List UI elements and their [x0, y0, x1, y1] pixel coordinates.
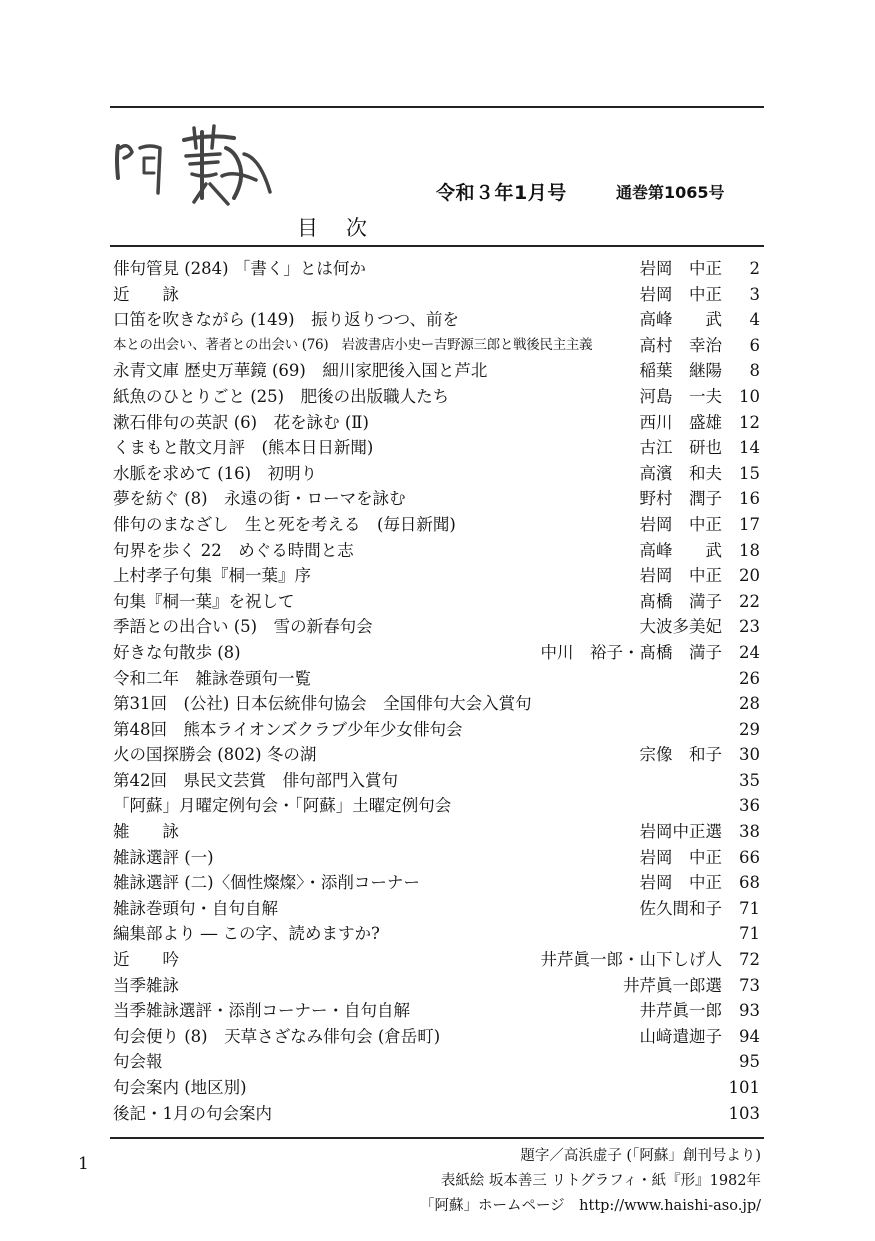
toc-entry-title: 近 吟 — [113, 950, 179, 970]
toc-entry — [110, 998, 760, 1024]
toc-entry — [110, 282, 760, 308]
toc-entry-title: 第42回 県民文芸賞 俳句部門入賞句 — [113, 770, 398, 790]
toc-entry — [110, 461, 760, 487]
toc-entry-title: 当季雑詠選評・添削コーナー・自句自解 — [113, 1001, 410, 1021]
toc-entry-title: 好きな句散歩 (8) — [113, 642, 241, 662]
toc-entry-title: 句会案内 (地区別) — [113, 1078, 247, 1097]
top-rule — [110, 106, 764, 108]
toc-entry — [110, 691, 760, 717]
issue-date: 令和３年1月号 — [436, 182, 567, 204]
toc-entry-author: 河島 一夫 — [639, 386, 722, 406]
toc-entry-title: くまもと散文月評 (熊本日日新聞) — [113, 438, 374, 458]
toc-entry-title: 句界を歩く 22 めぐる時間と志 — [113, 540, 354, 560]
toc-entry-title: 季語との出合い (5) 雪の新春句会 — [113, 617, 373, 637]
toc-entry — [110, 589, 760, 615]
toc-entry — [110, 870, 760, 896]
toc-entry — [110, 717, 760, 743]
toc-entry-author: 井芹眞一郎 — [639, 1001, 722, 1021]
toc-entry-title: 後記・1月の句会案内 — [113, 1103, 272, 1123]
toc-entry-page: 4 — [749, 310, 760, 330]
toc-entry-author: 高濱 和夫 — [639, 463, 722, 483]
toc-entry-page: 2 — [749, 259, 760, 278]
toc-entry-title: 句会報 — [113, 1052, 163, 1072]
contents-heading: 目次 — [297, 216, 395, 240]
toc-entry — [110, 742, 760, 768]
toc-entry-title: 漱石俳句の英訳 (6) 花を詠む (Ⅱ) — [113, 412, 369, 432]
toc-entry-page: 6 — [749, 335, 760, 355]
toc-entry-title: 本との出会い、著者との出会い (76) 岩波書店小史ー吉野源三郎と戦後民主主義 — [113, 336, 593, 353]
toc-entry-title: 第48回 熊本ライオンズクラブ少年少女俳句会 — [113, 719, 463, 739]
toc-entry — [110, 896, 760, 922]
toc-entry-page: 10 — [739, 386, 760, 406]
toc-entry-page: 24 — [739, 642, 760, 662]
toc-entry-author: 岩岡 中正 — [639, 566, 722, 586]
toc-entry-title: 永青文庫 歴史万華鏡 (69) 細川家肥後入国と芦北 — [113, 361, 488, 381]
toc-entry-page: 26 — [739, 668, 760, 688]
toc-entry-page: 20 — [739, 566, 760, 586]
toc-entry-page: 15 — [739, 463, 760, 483]
toc-entry — [110, 973, 760, 999]
toc-entry-page: 71 — [739, 898, 760, 918]
toc-entry-page: 94 — [739, 1026, 760, 1046]
toc-entry-author: 岩岡 中正 — [639, 847, 722, 867]
toc-entry-author: 岩岡 中正 — [639, 514, 722, 534]
toc-entry-title: 雑詠選評 (一) — [113, 847, 214, 867]
title-calligraphy-credit: 題字／高浜虚子 (「阿蘇」創刊号より) — [520, 1148, 761, 1164]
toc-entry — [110, 614, 760, 640]
toc-entry-title: 火の国探勝会 (802) 冬の湖 — [113, 745, 317, 765]
toc-entry-title: 句集『桐一葉』を祝して — [113, 591, 295, 611]
toc-entry-page: 17 — [739, 514, 760, 534]
toc-entry-author: 岩岡 中正 — [639, 259, 722, 278]
toc-entry-page: 22 — [739, 591, 760, 611]
toc-entry-page: 30 — [739, 745, 760, 765]
toc-entry-title: 編集部より ― この字、読めますか? — [113, 924, 380, 944]
toc-entry — [110, 358, 760, 384]
toc-entry-page: 16 — [739, 489, 760, 509]
toc-entry-title: 「阿蘇」月曜定例句会・「阿蘇」土曜定例句会 — [113, 796, 452, 816]
toc-entry-title: 俳句のまなざし 生と死を考える (毎日新聞) — [113, 514, 456, 534]
toc-entry — [110, 563, 760, 589]
footer-rule — [110, 1137, 764, 1139]
toc-entry-title: 句会便り (8) 天草さざなみ俳句会 (倉岳町) — [113, 1026, 441, 1046]
volume-number: 通巻第1065号 — [616, 183, 725, 202]
toc-entry-title: 口笛を吹きながら (149) 振り返りつつ、前を — [113, 310, 459, 330]
toc-entry-page: 68 — [739, 873, 760, 893]
toc-entry-author: 岩岡 中正 — [639, 284, 722, 304]
toc-entry-page: 12 — [739, 412, 760, 432]
toc-entry-title: 上村孝子句集『桐一葉』序 — [113, 566, 311, 586]
toc-entry-author: 宗像 和子 — [639, 745, 722, 765]
toc-entry — [110, 1075, 760, 1101]
toc-entry-author: 大波多美妃 — [639, 617, 722, 637]
toc-entry-page: 101 — [728, 1078, 760, 1097]
toc-entry-title: 令和二年 雑詠巻頭句一覧 — [113, 668, 311, 688]
toc-entry-author: 井芹眞一郎選 — [623, 975, 722, 995]
toc-entry-page: 72 — [739, 950, 760, 970]
toc-entry — [110, 1024, 760, 1050]
toc-entry-author: 佐久間和子 — [639, 898, 722, 918]
toc-entry-page: 14 — [739, 438, 760, 458]
toc-entry — [110, 410, 760, 436]
toc-entry — [110, 1049, 760, 1075]
toc-entry-page: 3 — [749, 284, 760, 304]
toc-entry — [110, 921, 760, 947]
toc-entry-page: 71 — [739, 924, 760, 944]
toc-entry-title: 雑詠巻頭句・自句自解 — [113, 898, 278, 918]
header-rule — [110, 245, 764, 247]
toc-entry — [110, 947, 760, 973]
toc-entry-title: 夢を紡ぐ (8) 永遠の街・ローマを詠む — [113, 489, 406, 509]
toc-entry-page: 66 — [739, 847, 760, 867]
toc-entry-title: 雑詠選評 (二)〈個性燦燦〉・添削コーナー — [113, 873, 420, 893]
toc-entry-page: 73 — [739, 975, 760, 995]
toc-entry-title: 雑 詠 — [113, 822, 179, 842]
toc-entry-author: 井芹眞一郎・山下しげ人 — [540, 950, 722, 970]
toc-entry-author: 中川 裕子・髙橋 満子 — [540, 642, 722, 662]
toc-entry — [110, 435, 760, 461]
toc-entry-author: 高峰 武 — [639, 540, 722, 560]
cover-art-credit: 表紙絵 坂本善三 リトグラフィ・紙『形』1982年 — [440, 1173, 761, 1189]
toc-entry-author: 西川 盛雄 — [639, 412, 722, 432]
toc-entry-page: 8 — [749, 361, 760, 381]
toc-entry-title: 当季雑詠 — [113, 975, 179, 995]
toc-entry — [110, 333, 760, 359]
table-of-contents — [110, 256, 760, 1126]
toc-entry — [110, 256, 760, 282]
homepage-link[interactable]: 「阿蘇」ホームページ http://www.haishi-aso.jp/ — [419, 1198, 761, 1214]
toc-entry-author: 岩岡中正選 — [639, 822, 722, 842]
toc-entry-title: 第31回 (公社) 日本伝統俳句協会 全国俳句大会入賞句 — [113, 694, 532, 714]
toc-entry-page: 29 — [739, 719, 760, 739]
toc-entry-author: 高峰 武 — [639, 310, 722, 330]
toc-entry — [110, 307, 760, 333]
toc-entry — [110, 640, 760, 666]
toc-entry-page: 93 — [739, 1001, 760, 1021]
toc-entry-author: 高村 幸治 — [639, 335, 722, 355]
toc-entry — [110, 845, 760, 871]
aso-calligraphy-logo — [110, 118, 300, 210]
toc-entry-page: 36 — [739, 796, 760, 816]
toc-entry-page: 23 — [739, 617, 760, 637]
toc-entry — [110, 486, 760, 512]
toc-entry — [110, 666, 760, 692]
toc-entry — [110, 1101, 760, 1127]
toc-entry-title: 水脈を求めて (16) 初明り — [113, 463, 318, 483]
toc-entry — [110, 793, 760, 819]
toc-entry-author: 山﨑遣迦子 — [639, 1026, 722, 1046]
toc-entry-author: 髙橋 満子 — [639, 591, 722, 611]
toc-entry-author: 野村 潤子 — [639, 489, 722, 509]
toc-entry — [110, 384, 760, 410]
toc-entry-title: 俳句管見 (284) 「書く」とは何か — [113, 259, 366, 278]
toc-entry-author: 稲葉 継陽 — [639, 361, 722, 381]
toc-entry — [110, 512, 760, 538]
toc-entry-page: 18 — [739, 540, 760, 560]
toc-entry-page: 28 — [739, 694, 760, 714]
toc-entry-page: 103 — [728, 1103, 760, 1123]
toc-entry-page: 38 — [739, 822, 760, 842]
toc-entry — [110, 819, 760, 845]
toc-entry-author: 岩岡 中正 — [639, 873, 722, 893]
toc-entry-title: 紙魚のひとりごと (25) 肥後の出版職人たち — [113, 386, 450, 406]
toc-entry — [110, 768, 760, 794]
toc-entry-title: 近 詠 — [113, 284, 179, 304]
page-number: 1 — [78, 1154, 89, 1174]
toc-entry-author: 古江 研也 — [639, 438, 722, 458]
toc-entry-page: 95 — [739, 1052, 760, 1072]
toc-entry — [110, 538, 760, 564]
toc-entry-page: 35 — [739, 770, 760, 790]
